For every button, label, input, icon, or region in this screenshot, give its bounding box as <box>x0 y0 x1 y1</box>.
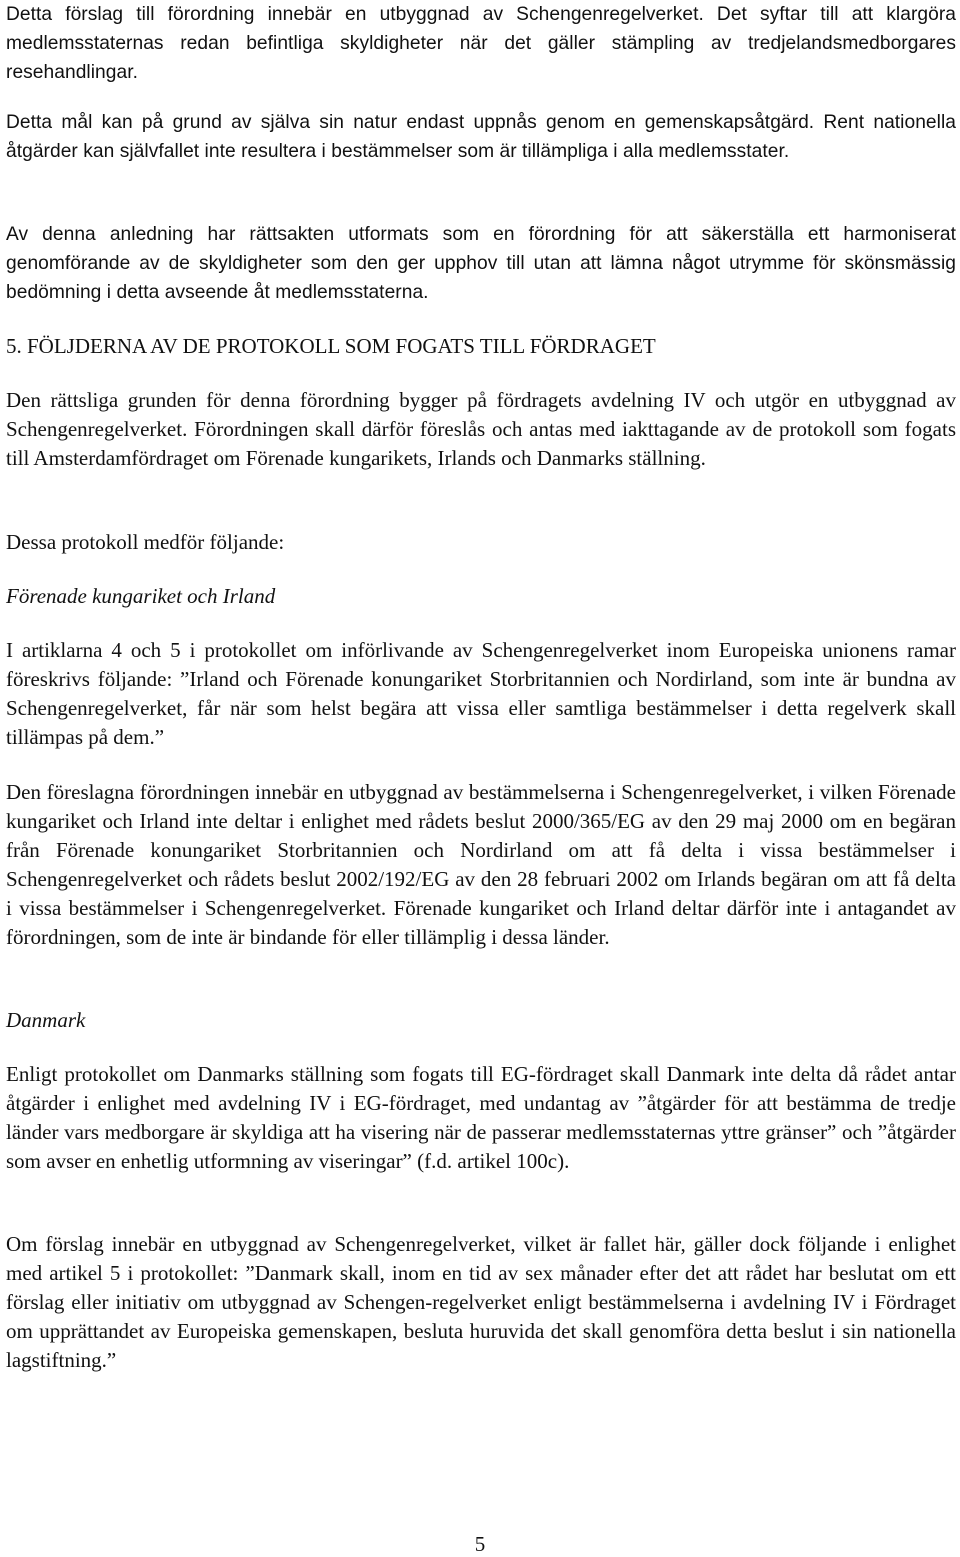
subheading-uk-ireland: Förenade kungariket och Irland <box>6 584 276 608</box>
subheading-denmark: Danmark <box>6 1008 86 1032</box>
page-number: 5 <box>474 1532 486 1556</box>
paragraph-schengen-extension: Detta förslag till förordning innebär en utbyggnad av Schengenregelverket. Det syftar till att klargöra medlemsstaternas redan befintliga skyldigheter när det gäller stämpling av tredjelandsmedborgares resehandlingar. <box>6 4 956 83</box>
protocols-intro: Dessa protokoll medför följande: <box>6 530 285 554</box>
paragraph-uk-ireland-decisions: Den föreslagna förordningen innebär en utbyggnad av bestämmelserna i Schengenregelverket, i vilken Förenade kungariket och Irland inte deltar i enlighet med rådets beslut 2000/365/EG av den 29 maj 2000 om en begäran från Förenade konungariket Storbritannien och Nordirland om att få delta i vissa bestämmelser i Schengenregelverket och rådets beslut 2002/192/EG av den 28 februari 2002 om Irlands begäran om att få delta i vissa bestämmelser i Schengenregelverket. Förenade kungariket och Irland deltar därför inte i antagandet av förordningen, som de inte är bindande för eller tillämplig i dessa länder. <box>6 780 956 949</box>
paragraph-legal-basis: Den rättsliga grunden för denna förordning bygger på fördragets avdelning IV och utgör en utbyggnad av Schengenregelverket. Förordningen skall därför föreslås och antas med iakttagande av de protokoll som fogats till Amsterdamfördraget om Förenade kungarikets, Irlands och Danmarks ställning. <box>6 388 956 470</box>
paragraph-denmark-article5: Om förslag innebär en utbyggnad av Schengenregelverket, vilket är fallet här, gäller dock följande i enlighet med artikel 5 i protokollet: ”Danmark skall, inom en tid av sex månader efter det att rådet har beslutat om ett förslag eller initiativ om utbyggnad av Schengen-regelverket enligt bestämmelserna i avdelning IV i Fördraget om upprättandet av Europeiska gemenskapen, besluta huruvida det skall genomföra detta beslut i sin nationella lagstiftning.” <box>6 1232 956 1372</box>
section-heading-protocols: 5. FÖLJDERNA AV DE PROTOKOLL SOM FOGATS TILL FÖRDRAGET <box>6 334 656 358</box>
paragraph-regulation-form: Av denna anledning har rättsakten utformats som en förordning för att säkerställa ett harmoniserat genomförande av de skyldigheter som den ger upphov till utan att lämna något utrymme för skönsmässig bedömning i detta avseende åt medlemsstaterna. <box>6 224 956 303</box>
paragraph-uk-ireland-articles: I artiklarna 4 och 5 i protokollet om införlivande av Schengenregelverket inom Europeiska unionens ramar föreskrivs följande: ”Irland och Förenade konungariket Storbritannien och Nordirland, som inte är bundna av Schengenregelverket, får när som helst begära att vissa eller samtliga bestämmelser i detta regelverk skall tillämpas på dem.” <box>6 638 956 749</box>
paragraph-denmark-protocol: Enligt protokollet om Danmarks ställning som fogats till EG-fördraget skall Danmark inte delta då rådet antar åtgärder i enlighet med avdelning IV i EG-fördraget, med undantag av ”åtgärder för att bestämma de tredje länder vars medborgare är skyldiga att ha visering när de passerar medlemsstaternas yttre gränser” och ”åtgärder som avser en enhetlig utformning av viseringar” (f.d. artikel 100c). <box>6 1062 956 1173</box>
paragraph-community-measure: Detta mål kan på grund av själva sin natur endast uppnås genom en gemenskapsåtgärd. Rent nationella åtgärder kan självfallet inte resultera i bestämmelser som är tillämpliga i alla medlemsstater. <box>6 112 956 162</box>
